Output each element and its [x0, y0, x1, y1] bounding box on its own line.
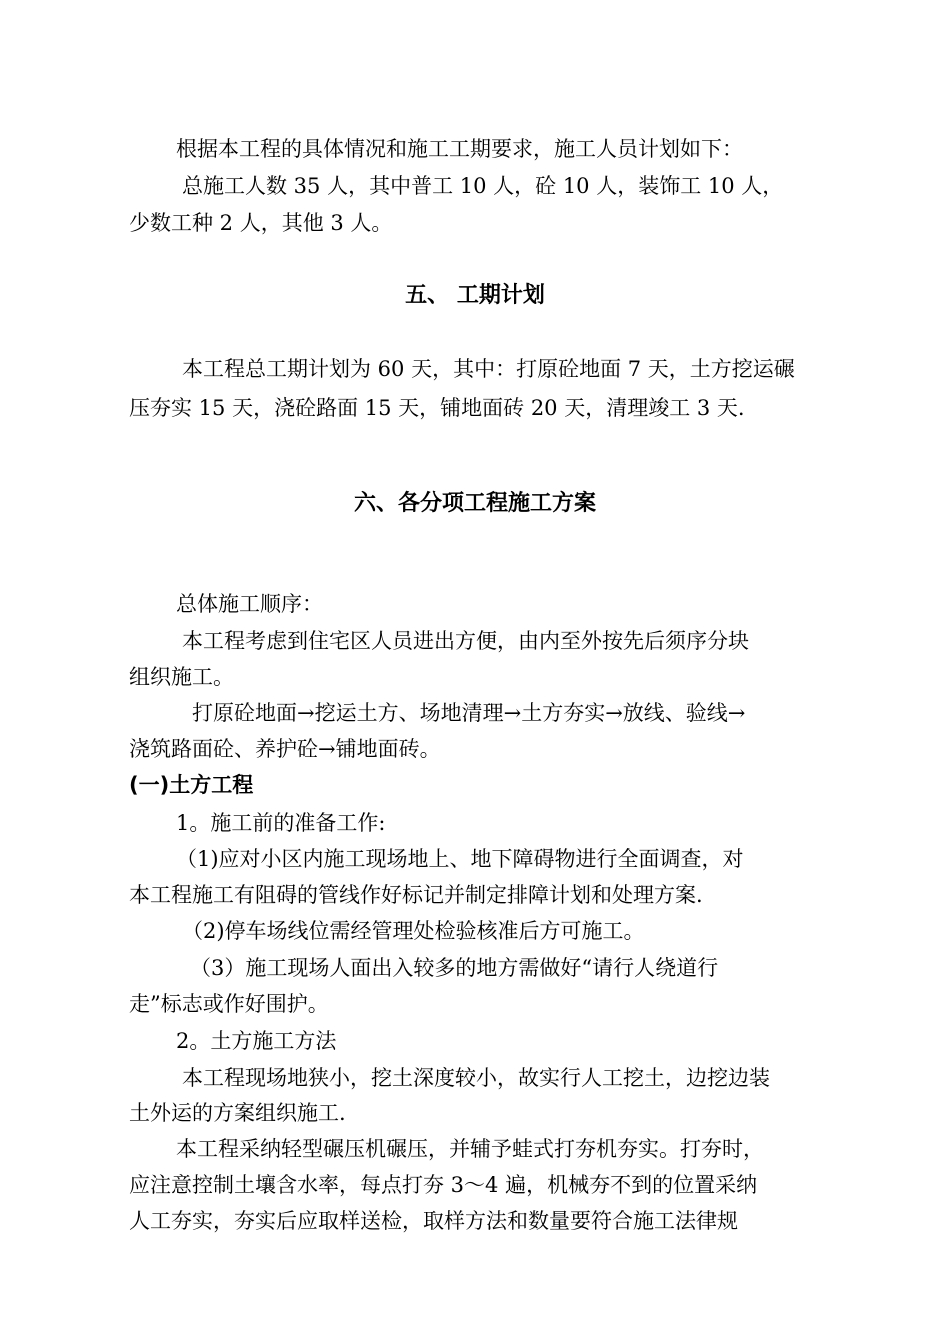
prep-title: 1。施工前的准备工作:	[176, 811, 386, 835]
order-title: 总体施工顺序：	[176, 592, 323, 616]
method-2-line-2: 应注意控制土壤含水率，每点打夯 3～4 遍，机械夯不到的位置采纳	[129, 1173, 758, 1197]
subsection-1-heading: (一)土方工程	[129, 773, 254, 797]
prep-2: （2)停车场线位需经管理处检验核准后方可施工。	[182, 919, 645, 943]
order-line-1: 本工程考虑到住宅区人员进出方便，由内至外按先后须序分块	[182, 629, 749, 653]
prep-1-line-2: 本工程施工有阻碍的管线作好标记并制定排障计划和处理方案.	[129, 883, 703, 907]
order-line-2: 组织施工。	[129, 665, 234, 689]
method-title: 2。土方施工方法	[176, 1029, 337, 1053]
flow-line-1: 打原砼地面→挖运土方、场地清理→土方夯实→放线、验线→	[192, 701, 746, 725]
method-2-line-3: 人工夯实，夯实后应取样送检，取样方法和数量要符合施工法律规	[129, 1209, 738, 1233]
staffing-line-1: 根据本工程的具体情况和施工工期要求，施工人员计划如下：	[176, 137, 743, 161]
method-2-line-1: 本工程采纳轻型碾压机碾压，并辅予蛙式打夯机夯实。打夯时，	[176, 1137, 764, 1161]
staffing-line-3: 少数工种 2 人，其他 3 人。	[129, 211, 393, 235]
schedule-line-2: 压夯实 15 天，浇砼路面 15 天，铺地面砖 20 天，清理竣工 3 天.	[129, 396, 745, 420]
section-6-heading: 六、各分项工程施工方案	[353, 491, 596, 516]
prep-1-line-1: （1)应对小区内施工现场地上、地下障碍物进行全面调查，对	[176, 847, 744, 871]
prep-3-line-2: 走”标志或作好围护。	[129, 992, 329, 1016]
staffing-line-2: 总施工人数 35 人，其中普工 10 人，砼 10 人，装饰工 10 人，	[182, 174, 784, 198]
schedule-line-1: 本工程总工期计划为 60 天，其中：打原砼地面 7 天，土方挖运碾	[182, 357, 795, 381]
method-1-line-2: 土外运的方案组织施工.	[129, 1101, 346, 1125]
prep-3-line-1: （3）施工现场人面出入较多的地方需做好“请行人绕道行	[190, 956, 719, 980]
method-1-line-1: 本工程现场地狭小，挖土深度较小，故实行人工挖土，边挖边装	[182, 1066, 770, 1090]
flow-line-2: 浇筑路面砼、养护砼→铺地面砖。	[129, 737, 441, 761]
section-5-heading: 五、 工期计划	[405, 283, 545, 308]
